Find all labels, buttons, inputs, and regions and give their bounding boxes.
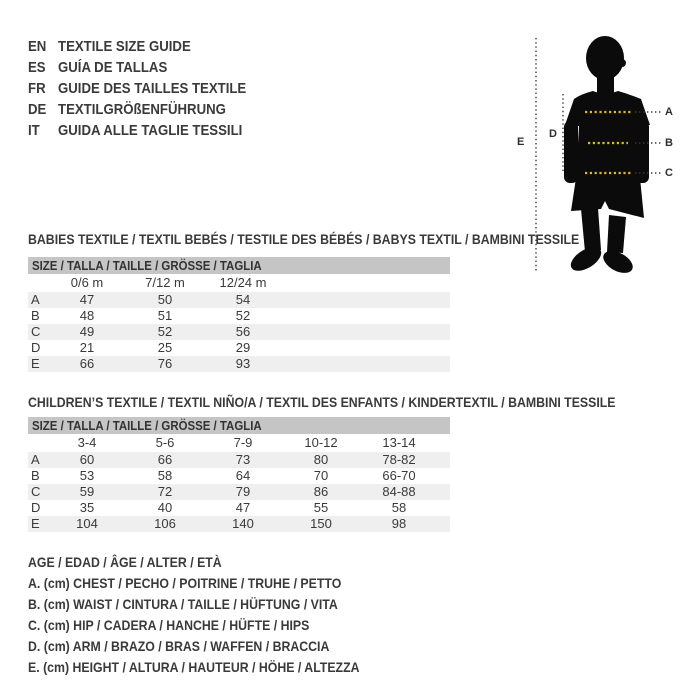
language-row-es [28,57,272,78]
language-title: GUÍA DE TALLAS [58,59,168,76]
children-section-title: CHILDREN’S TEXTILE / TEXTIL NIÑO/A / TEXTIL DES ENFANTS / KINDERTEXTIL / BAMBINI TESSILE [28,394,616,410]
table-row [28,308,450,324]
table-cell: 50 [157,292,173,307]
table-cell: 29 [235,340,251,355]
column-header: 7/12 m [145,275,185,290]
language-title: GUIDA ALLE TAGLIE TESSILI [58,122,243,139]
row-label: B [31,308,40,323]
row-label: B [31,468,40,483]
table-cell: 48 [79,308,95,323]
table-cell: 80 [313,452,329,467]
table-cell: 40 [157,500,173,515]
row-label: A [31,292,40,307]
language-code: FR [28,80,46,97]
row-label: C [31,324,41,339]
legend-arm-line: D. (cm) ARM / BRAZO / BRAS / WAFFEN / BRACCIA [28,637,330,654]
row-label: E [31,356,40,371]
table-cell: 86 [313,484,329,499]
table-cell: 73 [235,452,251,467]
table-cell: 64 [235,468,251,483]
legend-age-line: AGE / EDAD / ÂGE / ALTER / ETÀ [28,554,222,570]
legend-hip-line: C. (cm) HIP / CADERA / HANCHE / HÜFTE / HIPS [28,616,310,633]
row-label: D [31,340,41,355]
table-cell: 66 [157,452,173,467]
babies-table [28,257,450,372]
measurement-legend [28,552,405,677]
table-cell: 59 [79,484,95,499]
table-cell: 66 [79,356,95,371]
children-size-header-bar: SIZE / TALLA / TAILLE / GRÖSSE / TAGLIA [28,417,450,434]
table-cell: 106 [154,516,176,531]
table-cell: 56 [235,324,251,339]
language-code: DE [28,101,47,118]
language-title: TEXTILGRÖßENFÜHRUNG [58,101,226,118]
language-code: ES [28,59,46,76]
table-row [28,452,450,468]
language-row-de [28,99,272,120]
column-header: 0/6 m [70,275,104,290]
table-cell: 51 [157,308,173,323]
table-cell: 72 [157,484,173,499]
table-cell: 150 [310,516,332,531]
table-row [28,500,450,516]
column-header: 13-14 [382,435,416,450]
babies-column-headers [28,274,450,292]
table-cell: 76 [157,356,173,371]
language-title: TEXTILE SIZE GUIDE [58,38,191,55]
language-code: EN [28,38,47,55]
measure-label-b: B [665,137,673,149]
language-row-fr [28,78,272,99]
babies-section-title: BABIES TEXTILE / TEXTIL BEBÉS / TESTILE DES BÉBÉS / BABYS TEXTIL / BAMBINI TESSILE [28,231,580,247]
column-header: 5-6 [155,435,175,450]
children-column-headers [28,434,450,452]
table-cell: 35 [79,500,95,515]
row-label: D [31,500,41,515]
children-table [28,417,450,532]
language-list [28,36,272,141]
table-cell: 21 [79,340,95,355]
table-row [28,292,450,308]
table-cell: 79 [235,484,251,499]
table-row [28,340,450,356]
column-header: 10-12 [304,435,338,450]
table-cell: 55 [313,500,329,515]
table-cell: 84-88 [382,484,416,499]
table-row [28,324,450,340]
row-label: C [31,484,41,499]
language-row-it [28,120,272,141]
measure-label-e: E [517,136,525,148]
column-header: 7-9 [233,435,253,450]
table-cell: 78-82 [382,452,416,467]
table-cell: 58 [391,500,407,515]
table-cell: 54 [235,292,251,307]
column-header: 3-4 [77,435,97,450]
table-cell: 25 [157,340,173,355]
row-label: E [31,516,40,531]
measure-label-d: D [549,128,557,140]
language-code: IT [28,122,40,139]
table-cell: 93 [235,356,251,371]
language-row-en [28,36,272,57]
table-cell: 58 [157,468,173,483]
measure-label-a: A [665,106,673,118]
table-cell: 52 [235,308,251,323]
measure-label-c: C [665,167,673,179]
table-row [28,356,450,372]
table-cell: 47 [79,292,95,307]
table-cell: 66-70 [382,468,416,483]
table-cell: 47 [235,500,251,515]
table-cell: 140 [232,516,254,531]
legend-height-line: E. (cm) HEIGHT / ALTURA / HAUTEUR / HÖHE / ALTEZZA [28,658,360,675]
row-label: A [31,452,40,467]
table-cell: 49 [79,324,95,339]
table-cell: 104 [76,516,98,531]
table-cell: 52 [157,324,173,339]
table-cell: 70 [313,468,329,483]
table-cell: 98 [391,516,407,531]
legend-waist-line: B. (cm) WAIST / CINTURA / TAILLE / HÜFTUNG / VITA [28,595,338,612]
language-title: GUIDE DES TAILLES TEXTILE [58,80,247,97]
table-row [28,484,450,500]
legend-chest-line: A. (cm) CHEST / PECHO / POITRINE / TRUHE / PETTO [28,574,342,591]
babies-size-header-bar: SIZE / TALLA / TAILLE / GRÖSSE / TAGLIA [28,257,450,274]
table-row [28,468,450,484]
table-cell: 53 [79,468,95,483]
table-row [28,516,450,532]
table-cell: 60 [79,452,95,467]
column-header: 12/24 m [219,275,267,290]
